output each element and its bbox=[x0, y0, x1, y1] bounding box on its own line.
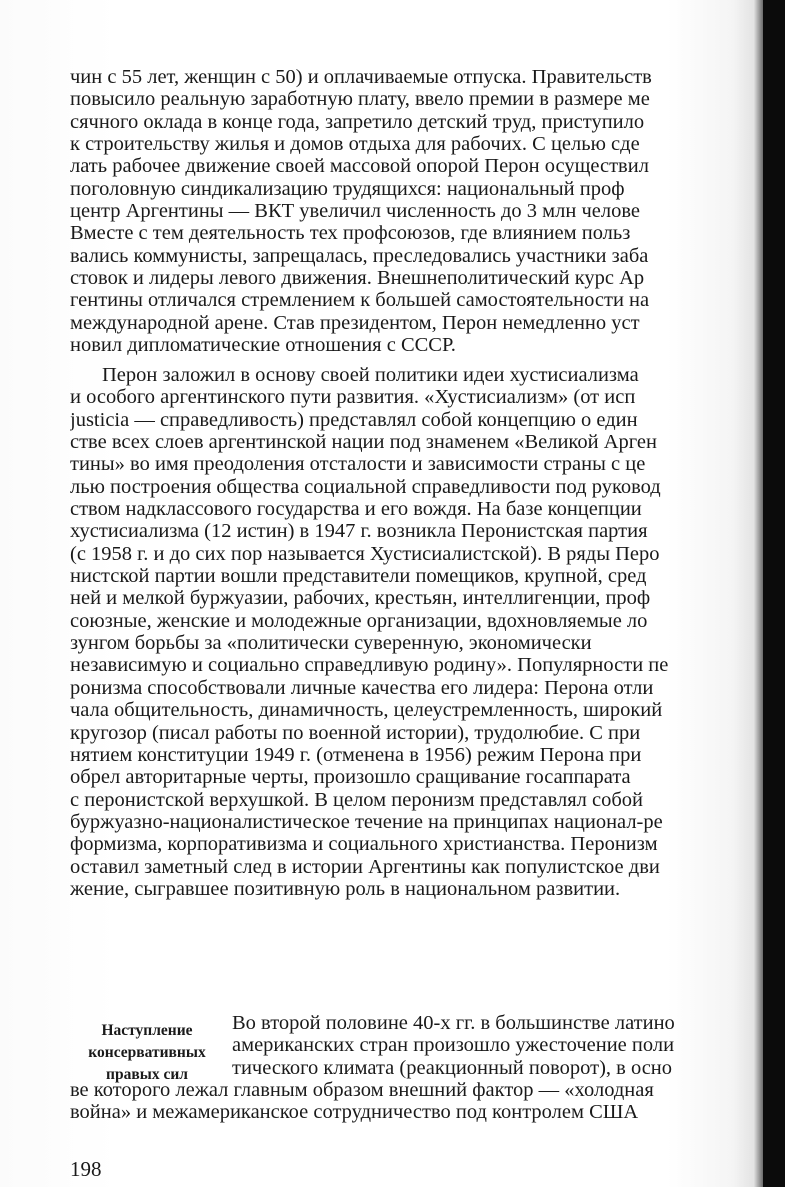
text-line: с перонистской верхушкой. В целом перонизм представлял собой bbox=[70, 788, 643, 811]
text-line: Вместе с тем деятельность тех профсоюзов, где влиянием польз bbox=[70, 222, 631, 245]
text-line: стовок и лидеры левого движения. Внешнеполитический курс Ар bbox=[70, 267, 645, 290]
text-line: хустисиализма (12 истин) в 1947 г. возникла Перонистская партия bbox=[70, 520, 648, 543]
text-line: justicia — справедливость) представлял собой концепцию о един bbox=[70, 408, 638, 431]
paragraph-2 bbox=[70, 364, 738, 900]
text-line: война» и межамериканское сотрудничество под контролем США bbox=[70, 1101, 639, 1124]
paragraph-3-start bbox=[232, 1012, 732, 1079]
section-heading-sidebar bbox=[68, 1020, 226, 1086]
text-line: союзные, женские и молодежные организации, вдохновляемые ло bbox=[70, 609, 648, 632]
text-line: лью построения общества социальной справедливости под руковод bbox=[70, 475, 661, 498]
text-line: нятием конституции 1949 г. (отменена в 1956) режим Перона при bbox=[70, 743, 642, 766]
text-line: Перон заложил в основу своей политики идеи хустисиализма bbox=[102, 364, 639, 386]
book-binding-edge bbox=[763, 0, 785, 1187]
text-line: и особого аргентинского пути развития. «Хустисиализм» (от исп bbox=[70, 386, 636, 409]
section-heading-line: Наступление bbox=[101, 1022, 193, 1039]
text-line: лать рабочее движение своей массовой опорой Перон осуществил bbox=[70, 155, 649, 178]
text-line: обрел авторитарные черты, произошло сращивание госаппарата bbox=[70, 766, 631, 789]
text-line: вались коммунисты, запрещалась, преследовались участники заба bbox=[70, 244, 649, 267]
text-line: чин с 55 лет, женщин с 50) и оплачиваемые отпуска. Правительств bbox=[70, 66, 652, 88]
text-line: зунгом борьбы за «политически суверенную, экономически bbox=[70, 632, 592, 655]
text-line: сячного оклада в конце года, запретило детский труд, приступило bbox=[70, 110, 645, 133]
text-line: (с 1958 г. и до сих пор называется Хустисиалистской). В ряды Перо bbox=[70, 542, 660, 565]
text-line: Во второй половине 40-х гг. в большинстве латино bbox=[232, 1012, 675, 1034]
text-line: тического климата (реакционный поворот), в осно bbox=[232, 1056, 673, 1079]
text-line: нистской партии вошли представители помещиков, крупной, сред bbox=[70, 565, 647, 588]
text-line: кругозор (писал работы по военной истории), трудолюбие. С при bbox=[70, 721, 641, 744]
text-line: тины» во имя преодоления отсталости и зависимости страны с це bbox=[70, 453, 646, 476]
paragraph-1 bbox=[70, 66, 738, 356]
text-line: независимую и социально справедливую родину». Популярности пе bbox=[70, 654, 669, 677]
page-number: 198 bbox=[70, 1157, 102, 1181]
text-line: оставил заметный след в истории Аргентины как популистское дви bbox=[70, 855, 660, 878]
text-line: гентины отличался стремлением к большей самостоятельности на bbox=[70, 289, 650, 312]
text-line: американских стран произошло ужесточение поли bbox=[232, 1034, 675, 1057]
text-line: ством надклассового государства и его вождя. На базе концепции bbox=[70, 498, 642, 521]
text-line: к строительству жилья и домов отдыха для рабочих. С целью сде bbox=[70, 133, 640, 156]
paragraph-3-continued bbox=[70, 1079, 738, 1124]
text-line: новил дипломатические отношения с СССР. bbox=[70, 334, 456, 357]
text-line: повысило реальную заработную плату, ввело премии в размере ме bbox=[70, 88, 650, 111]
section-heading-line: консервативных bbox=[88, 1044, 206, 1061]
text-line: центр Аргентины — ВКТ увеличил численность до 3 млн челове bbox=[70, 200, 641, 223]
text-line: формизма, корпоративизма и социального христианства. Перонизм bbox=[70, 833, 658, 856]
text-line: международной арене. Став президентом, Перон немедленно уст bbox=[70, 311, 640, 334]
text-line: буржуазно-националистическое течение на принципах национал-ре bbox=[70, 810, 663, 833]
section-heading-line: правых сил bbox=[106, 1066, 188, 1083]
text-line: поголовную синдикализацию трудящихся: национальный проф bbox=[70, 177, 625, 200]
text-line: жение, сыгравшее позитивную роль в национальном развитии. bbox=[70, 877, 621, 900]
text-line: ней и мелкой буржуазии, рабочих, крестьян, интеллигенции, проф bbox=[70, 587, 651, 610]
text-line: ронизма способствовали личные качества его лидера: Перона отли bbox=[70, 676, 654, 699]
text-line: стве всех слоев аргентинской нации под знаменем «Великой Арген bbox=[70, 431, 657, 454]
text-line: ве которого лежал главным образом внешний фактор — «холодная bbox=[70, 1079, 654, 1101]
text-line: чала общительность, динамичность, целеустремленность, широкий bbox=[70, 699, 663, 722]
